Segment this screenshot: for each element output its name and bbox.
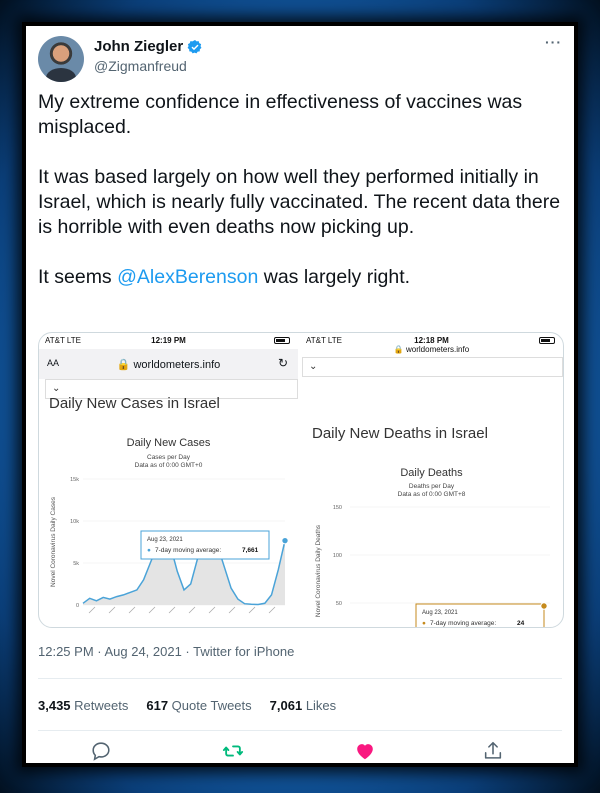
more-horizontal-icon[interactable]: ··· [545,34,562,50]
likes-stat[interactable] [270,698,337,713]
y-tick-label: 0 [75,603,79,609]
retweets-stat[interactable] [38,698,128,713]
y-tick-label: 50 [335,601,342,607]
x-tick-mark [229,607,235,613]
y-tick-label: 100 [332,553,342,559]
retweet-icon[interactable] [222,740,244,762]
tweet-media[interactable] [38,332,564,628]
tweet-header [38,32,562,82]
tweet-paragraph: My extreme confidence in effectiveness of vaccines was misplaced. [38,91,523,138]
mention-link[interactable]: @AlexBerenson [117,266,259,288]
quote-tweets-count: 617 [146,698,169,713]
media-image-cases[interactable] [39,333,300,627]
x-tick-mark [169,607,175,613]
tweet-text-fragment: It seems [38,266,118,288]
y-axis-label: Novel Coronavirus Daily Cases [50,497,57,587]
x-tick-mark [189,607,195,613]
data-point [282,537,288,543]
action-bar [26,740,574,763]
divider [38,678,562,679]
verified-badge-icon [187,39,203,55]
reply-icon[interactable] [90,740,112,762]
author-handle[interactable]: @Zigmanfreud [94,58,187,74]
tooltip-date: Aug 23, 2021 [422,610,458,616]
page-title: Daily New Cases in Israel [49,395,220,412]
tweet-text-fragment: was largely right. [258,266,411,288]
likes-label: Likes [302,698,337,713]
chart-title: Daily New Cases [126,437,211,449]
tooltip-box [141,531,269,559]
status-bar [39,333,298,349]
y-tick-label: 10k [70,519,79,525]
tooltip-label: 7-day moving average: [430,620,497,627]
share-icon[interactable] [482,740,504,762]
carrier-label: AT&T LTE [306,336,343,345]
engagement-stats [38,698,336,713]
url-value: worldometers.info [133,359,221,371]
x-tick-mark [129,607,135,613]
y-axis-label: Novel Coronavirus Daily Deaths [315,524,322,618]
tooltip-bullet: ● [147,547,151,554]
tweet-card [26,26,574,763]
author-name-row [94,38,203,55]
data-point [541,603,547,609]
dropdown-box [302,357,563,377]
tooltip-date: Aug 23, 2021 [147,537,183,543]
tooltip-value: 7,661 [242,547,259,554]
url-text: 🔒 worldometers.info [116,359,221,371]
reader-aa-label: AA [47,358,60,368]
tooltip-bullet: ● [422,620,426,627]
reload-icon: ↻ [277,356,288,370]
url-value: worldometers.info [406,345,470,354]
chart-subtitle: Data as of 0:00 GMT+8 [397,491,466,498]
frame-border [22,22,578,767]
y-tick-label: 15k [70,477,79,483]
y-tick-label: 150 [332,505,342,511]
retweets-label: Retweets [70,698,129,713]
tweet-timestamp[interactable]: 12:25 PM · Aug 24, 2021 · Twitter for iPhone [38,644,295,659]
carrier-label: AT&T LTE [45,336,82,345]
chevron-down-icon: ⌄ [309,361,318,372]
cases-chart [39,471,300,627]
status-time: 12:18 PM [414,336,449,345]
quote-tweets-stat[interactable] [146,698,251,713]
tooltip-label: 7-day moving average: [155,547,222,554]
chart-subtitle: Cases per Day [147,454,190,461]
battery-icon [539,337,555,344]
tweet-text [38,90,564,315]
chart-title: Daily Deaths [400,467,463,479]
battery-icon [274,337,290,344]
x-tick-mark [149,607,155,613]
page-title: Daily New Deaths in Israel [312,425,488,442]
x-tick-mark [109,607,115,613]
like-heart-icon[interactable] [354,740,376,762]
divider [38,730,562,731]
retweets-count: 3,435 [38,698,71,713]
browser-url-bar [39,349,298,379]
deaths-chart [300,501,563,627]
x-tick-mark [249,607,255,613]
chevron-down-icon: ⌄ [52,383,61,394]
chart-subtitle: Data as of 0:00 GMT+0 [134,462,203,469]
tweet-paragraph: It was based largely on how well they performed initially in Israel, which is nearly fully vaccinated. The recent data there is horrible with even deaths now picking up. [38,166,561,238]
chart-subtitle: Deaths per Day [408,483,455,490]
likes-count: 7,061 [269,698,303,713]
status-time: 12:19 PM [151,336,186,345]
url-text: 🔒 worldometers.info [393,345,470,354]
y-tick-label: 5k [73,561,79,567]
media-image-deaths[interactable] [300,333,563,627]
tooltip-value: 24 [517,620,525,627]
x-tick-mark [209,607,215,613]
x-tick-mark [269,607,275,613]
quote-tweets-label: Quote Tweets [168,698,252,713]
author-name[interactable]: John Ziegler [94,38,184,55]
x-tick-mark [89,607,95,613]
avatar[interactable] [38,36,84,82]
tweet-paragraph [38,265,564,290]
